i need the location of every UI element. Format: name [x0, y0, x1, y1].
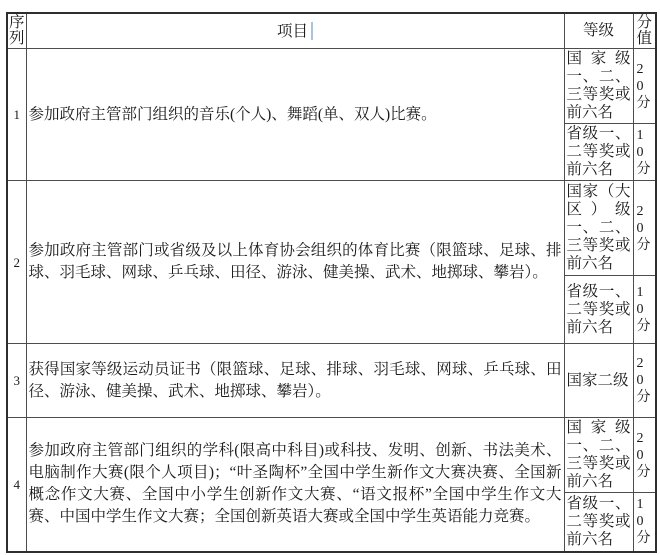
grade-cell-2b[interactable]: 省级一、二等奖或前六名 — [564, 276, 633, 344]
item-cell-2[interactable]: 参加政府主管部门或省级及以上体育协会组织的体育比赛（限篮球、足球、排球、羽毛球、网球、乒乓球、田径、游泳、健美操、武术、地掷球、攀岩）。 — [26, 181, 564, 344]
grade-cell-4b[interactable]: 省级一、二等奖或前六名 — [564, 493, 633, 552]
table-row-1 — [7, 49, 656, 124]
grade-cell-1a[interactable]: 国家级一、二、三等奖或前六名 — [564, 49, 633, 124]
grade-cell-4a[interactable]: 国家级一、二、三等奖或前六名 — [564, 418, 633, 493]
table-header-row — [7, 13, 656, 49]
score-cell-1b[interactable]: 10分 — [633, 124, 656, 181]
header-seq[interactable]: 序列 — [9, 14, 25, 47]
grade-cell-1b[interactable]: 省级一、二等奖或前六名 — [564, 124, 633, 181]
table-row-4 — [7, 418, 656, 493]
score-cell-1a[interactable]: 20分 — [633, 49, 656, 124]
seq-cell-1[interactable]: 1 — [7, 49, 26, 181]
score-cell-4a[interactable]: 20分 — [633, 418, 656, 493]
seq-cell-2[interactable]: 2 — [7, 181, 26, 344]
header-score[interactable]: 分值 — [633, 13, 656, 49]
table-row-3 — [7, 344, 656, 418]
seq-cell-4[interactable]: 4 — [7, 418, 26, 552]
score-cell-2b[interactable]: 10分 — [633, 276, 656, 344]
score-cell-2a[interactable]: 20分 — [633, 181, 656, 276]
item-cell-3[interactable]: 获得国家等级运动员证书（限篮球、足球、排球、羽毛球、网球、乒乓球、田径、游泳、健美操、武术、地掷球、攀岩）。 — [26, 344, 564, 418]
grade-cell-2a[interactable]: 国家（大区）级一、二、三等奖或前六名 — [564, 181, 633, 276]
table-row-2 — [7, 181, 656, 276]
header-item-label: 项目 — [276, 23, 308, 40]
score-cell-4b[interactable]: 10分 — [633, 493, 656, 552]
grade-cell-3[interactable]: 国家二级 — [564, 344, 633, 418]
item-cell-4[interactable]: 参加政府主管部门组织的学科(限高中科目)或科技、发明、创新、书法美术、电脑制作大赛(限个人项目)；“叶圣陶杯”全国中学生新作文大赛决赛、全国新概念作文大赛、全国中小学生创新作文大赛、“语文报杯”全国中学生作文大赛、中国中学生作文大赛；全国创新英语大赛或全国中学生英语能力竞赛。 — [26, 418, 564, 552]
score-criteria-table — [6, 12, 657, 553]
seq-cell-3[interactable]: 3 — [7, 344, 26, 418]
score-cell-3[interactable]: 20分 — [633, 344, 656, 418]
header-grade[interactable]: 等级 — [564, 13, 633, 49]
header-item[interactable] — [26, 13, 564, 49]
text-cursor — [311, 22, 313, 40]
item-cell-1[interactable]: 参加政府主管部门组织的音乐(个人)、舞蹈(单、双人)比赛。 — [26, 49, 564, 181]
